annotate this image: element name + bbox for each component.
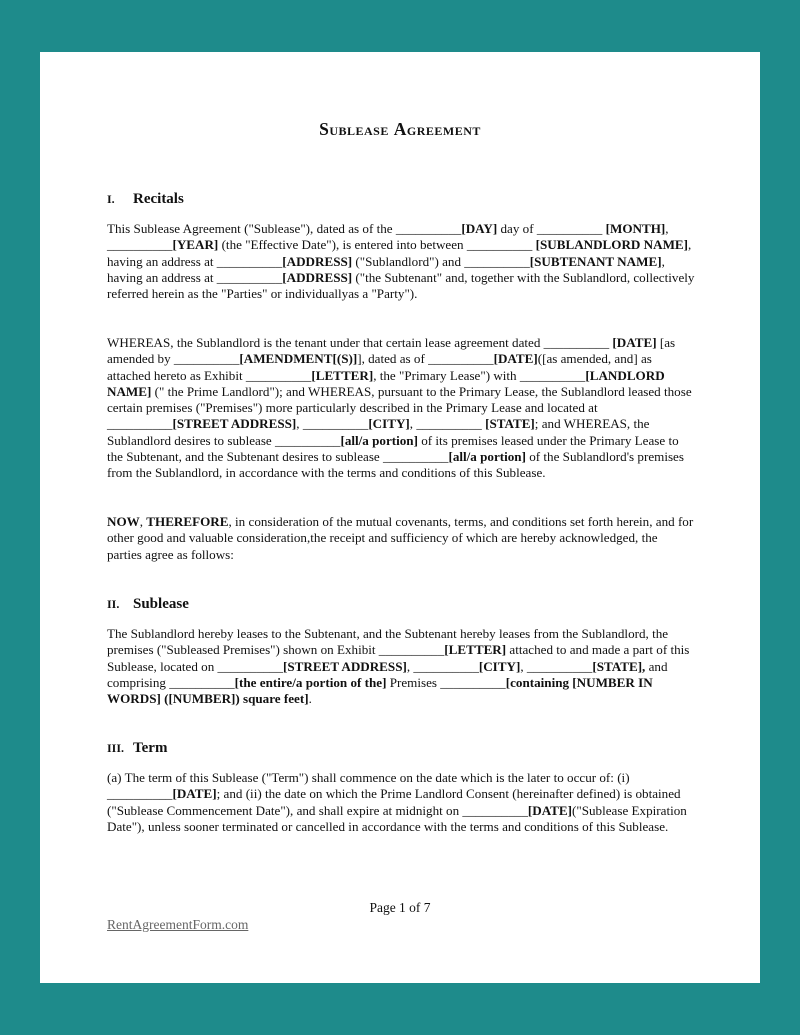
text-run: This Sublease Agreement ("Sublease"), dated as of the __________	[107, 221, 462, 236]
text-run: and comprising __________	[107, 658, 668, 690]
placeholder-field: [LANDLORD NAME]	[107, 367, 665, 399]
text-run: ,	[139, 514, 147, 529]
placeholder-field: [SUBTENANT NAME]	[529, 253, 662, 269]
section-heading-term	[107, 740, 167, 757]
text-run: , having an address at __________	[107, 253, 665, 285]
placeholder-field: [AMENDMENT[(S)]	[239, 351, 358, 367]
text-run: ], dated as of __________	[357, 351, 494, 367]
text-run: , having an address at __________	[107, 237, 692, 269]
placeholder-field: [all/a portion]	[340, 432, 418, 448]
placeholder-field: [containing [NUMBER IN WORDS] ([NUMBER]) square feet]	[107, 674, 653, 707]
text-run: ; and (ii) the date on which the Prime Landlord Consent (hereinafter defined) is obtained ("Sublease Commencement Date"), and shall expire at midnight on __________	[107, 786, 681, 818]
placeholder-field: [STATE],	[592, 658, 646, 674]
placeholder-field: [DAY]	[461, 221, 498, 236]
section-number: II.	[107, 597, 120, 611]
text-run: ("Sublease Expiration Date"), unless sooner terminated or cancelled in accordance with the terms and conditions of this Sublease.	[107, 802, 687, 834]
section-title: Recitals	[133, 191, 184, 207]
text-run: ("the Subtenant" and, together with the Sublandlord, collectively referred herein as the "Parties" or individuallyas a "Party").	[107, 269, 695, 302]
section-title: Sublease	[133, 596, 189, 612]
title-word-1: Sublease	[319, 119, 389, 139]
paragraph	[107, 626, 695, 707]
text-run: , the "Primary Lease") with __________	[373, 367, 586, 383]
document-page	[40, 52, 760, 983]
placeholder-field: [MONTH]	[605, 221, 666, 236]
text-run: ; and WHEREAS, the Sublandlord desires to sublease __________	[107, 416, 650, 448]
text-run: (" the Prime Landlord"); and WHEREAS, pursuant to the Primary Lease, the Sublandlord leased those certain premises ("Premises") more particularly described in the Primary Lease and located at __________	[107, 383, 692, 432]
placeholder-field: [DATE]	[172, 786, 217, 802]
placeholder-field: [STATE]	[485, 416, 535, 432]
placeholder-field: [DATE]	[527, 802, 573, 818]
placeholder-field: [STREET ADDRESS]	[283, 658, 407, 674]
placeholder-field: [SUBLANDLORD NAME]	[535, 237, 689, 253]
paragraph	[107, 514, 695, 563]
section-title: Term	[133, 740, 168, 756]
text-run: attached to and made a part of this Sublease, located on __________	[107, 642, 690, 674]
placeholder-field: [CITY]	[368, 416, 410, 432]
text-run: Premises __________	[386, 674, 506, 690]
text-run: , in consideration of the mutual covenants, terms, and conditions set forth herein, and for other good and valuable consideration,the receipt and sufficiency of which are hereby acknowledged, the parties agree as follows:	[107, 514, 694, 562]
section-number: III.	[107, 741, 125, 755]
text-run: WHEREAS, the Sublandlord is the tenant under that certain lease agreement dated __________	[107, 335, 613, 350]
document-title	[40, 119, 760, 140]
title-word-2: Agreement	[393, 119, 481, 139]
text-run: , __________	[406, 658, 479, 674]
section-number: I.	[107, 192, 115, 206]
placeholder-field: [LETTER]	[444, 642, 507, 658]
text-run: , __________	[520, 658, 593, 674]
placeholder-field: [ADDRESS]	[282, 253, 353, 269]
text-run: , __________	[409, 416, 486, 432]
text-run: , __________	[107, 221, 669, 253]
paragraph	[107, 221, 695, 302]
text-run: of its premises leased under the Primary Lease to the Subtenant, and the Subtenant desires to sublease __________	[107, 432, 679, 465]
placeholder-field: THEREFORE	[146, 514, 229, 529]
text-run: [as amended by __________	[107, 335, 676, 367]
text-run: (the "Effective Date"), is entered into between __________	[218, 237, 536, 253]
text-run: ([as amended, and] as attached hereto as Exhibit __________	[107, 351, 652, 383]
text-run: The Sublandlord hereby leases to the Subtenant, and the Subtenant hereby leases from the Sublandlord, the premises ("Subleased Premises") shown on Exhibit __________	[107, 626, 669, 658]
placeholder-field: [LETTER]	[311, 367, 374, 383]
section-heading-sublease	[107, 596, 189, 613]
placeholder-field: [all/a portion]	[448, 449, 526, 465]
section-heading-recitals	[107, 191, 184, 208]
placeholder-field: [CITY]	[478, 658, 521, 674]
placeholder-field: [YEAR]	[172, 237, 219, 253]
text-run: (a) The term of this Sublease ("Term") shall commence on the date which is the later to occur of: (i) __________	[107, 770, 630, 802]
placeholder-field: [DATE]	[493, 351, 538, 367]
text-run: .	[308, 691, 312, 707]
text-run: , __________	[296, 416, 369, 432]
paragraph	[107, 335, 695, 482]
placeholder-field: NOW	[107, 514, 140, 529]
text-run: of the Sublandlord's premises from the Sublandlord, in accordance with the terms and conditions of this Sublease.	[107, 449, 684, 481]
text-run: day of __________	[497, 221, 606, 236]
paragraph	[107, 770, 695, 835]
placeholder-field: [the entire/a portion of the]	[234, 674, 387, 690]
text-run: ("Sublandlord") and __________	[352, 253, 530, 269]
page-number: Page 1 of 7	[369, 900, 431, 915]
website-link[interactable]: RentAgreementForm.com	[107, 917, 249, 932]
placeholder-field: [STREET ADDRESS]	[172, 416, 297, 432]
placeholder-field: [ADDRESS]	[282, 269, 353, 285]
placeholder-field: [DATE]	[612, 335, 657, 350]
